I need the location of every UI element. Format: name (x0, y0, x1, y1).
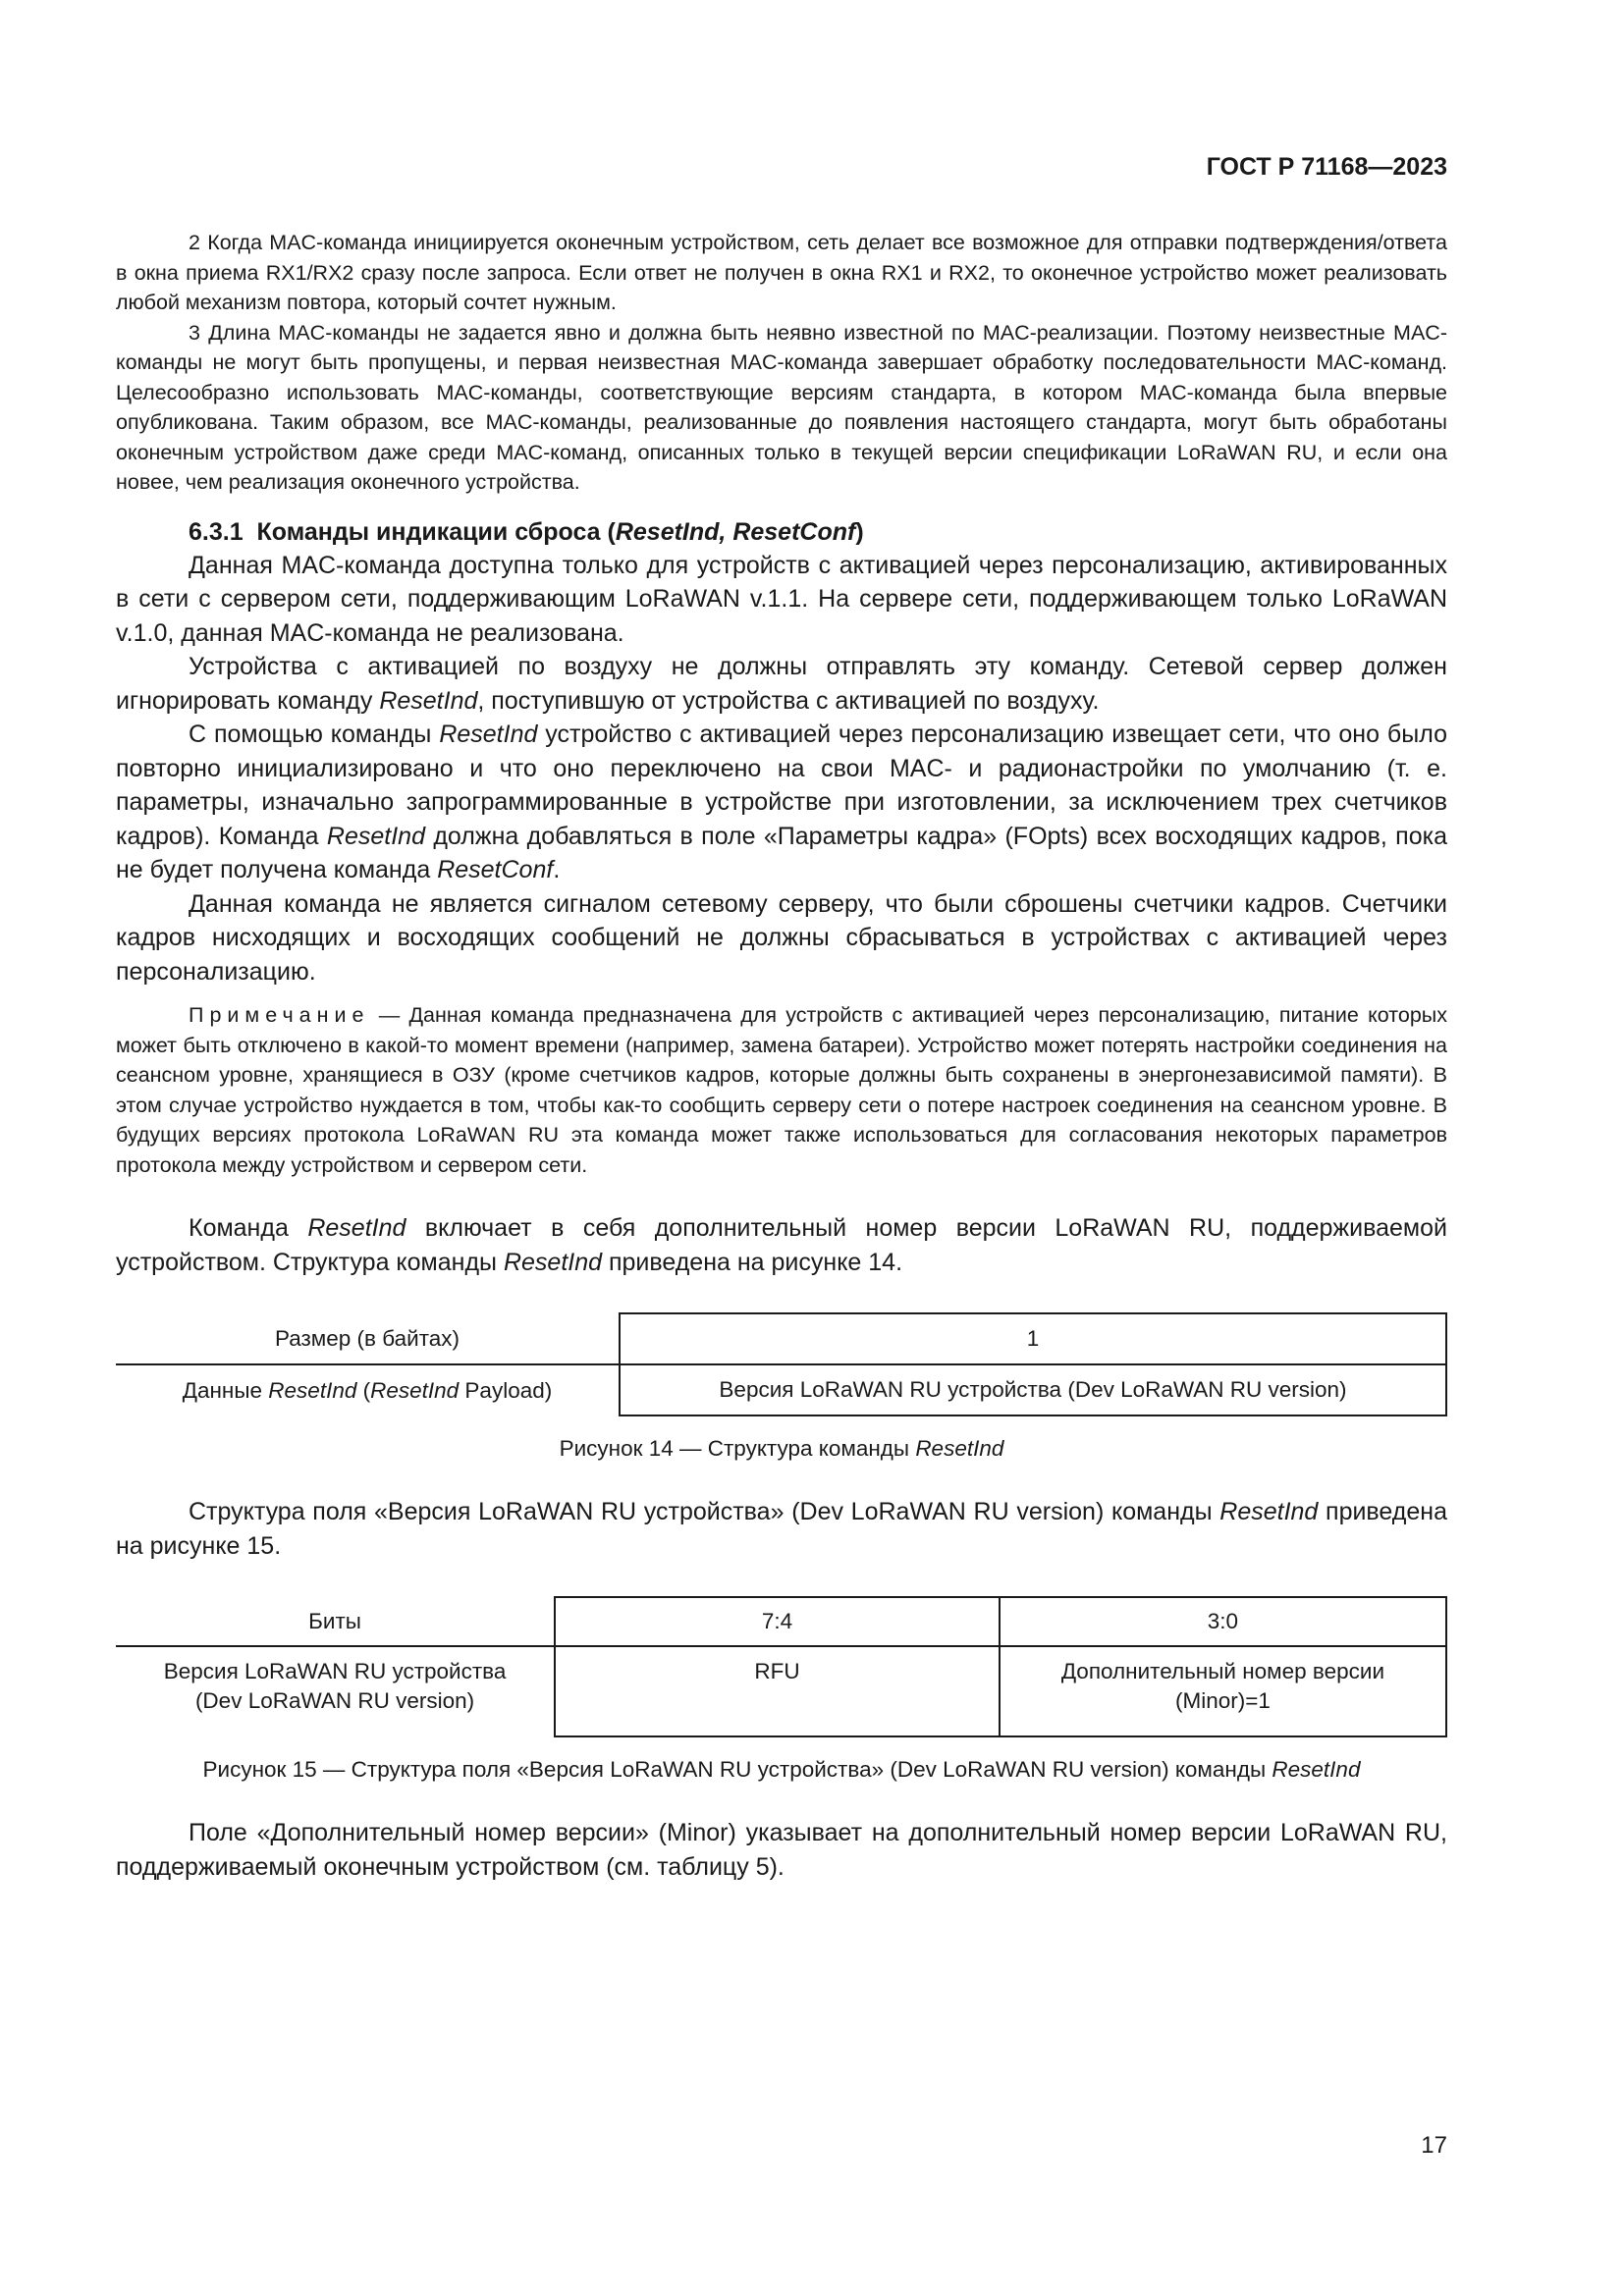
command-name: ResetInd (268, 1377, 357, 1403)
page-number: 17 (1421, 2132, 1447, 2159)
text-span: Payload) (459, 1377, 553, 1403)
size-value: 1 (620, 1313, 1446, 1364)
table-row (116, 1313, 1446, 1364)
command-name: ResetInd (503, 1248, 603, 1276)
text-span: С помощью команды (189, 721, 440, 748)
paragraph-1: Данная MAC-команда доступна только для устройств с активацией через персонализацию, активированных в сети с сервером сети, поддерживающим LoRaWAN v.1.1. На сервере сети, поддерживающем только LoRaWAN v.1.0, данная MAC-команда не реализована. (116, 551, 1447, 647)
text-span: приведена на рисунке 15. (116, 1498, 1447, 1560)
note-label: Примечание (189, 1003, 370, 1027)
section-heading (116, 515, 1447, 549)
command-name: ResetInd (1272, 1757, 1361, 1782)
text-span: Рисунок 15 — Структура поля «Версия LoRaWAN RU устройства» (Dev LoRaWAN RU version) команды (202, 1757, 1272, 1782)
command-name: ResetInd (307, 1214, 406, 1242)
data-value: Версия LoRaWAN RU устройства (Dev LoRaWAN RU version) (620, 1364, 1446, 1415)
text-span: (Minor)=1 (1174, 1688, 1271, 1713)
document-number: ГОСТ Р 71168—2023 (1206, 153, 1447, 181)
command-name: ResetInd (915, 1436, 1004, 1461)
section-title-end: ) (855, 517, 864, 546)
body-text-3 (116, 1495, 1447, 1563)
text-span: Структура поля «Версия LoRaWAN RU устройства» (Dev LoRaWAN RU version) команды (189, 1498, 1220, 1525)
section-title: Команды индикации сброса ( (256, 517, 616, 546)
notes-top (116, 228, 1447, 498)
command-name: ResetConf (437, 856, 554, 883)
text-span: Данные (182, 1377, 269, 1403)
figure-15-table (116, 1596, 1447, 1737)
command-name: ResetInd (370, 1377, 460, 1403)
command-name: ResetInd (439, 721, 538, 748)
note-text: — Данная команда предназначена для устройств с активацией через персонализацию, питание которых может быть отключено в какой-то момент времени (например, замена батареи). Устройство может потерять настройки соединения на сеансном уровне, хранящиеся в ОЗУ (кроме счетчиков кадров, которые должны быть сохранены в энергонезависимой памяти). В этом случае устройство нуждается в том, чтобы как-то сообщить серверу сети о потере настроек соединения на сеансном уровне. В будущих версиях протокола LoRaWAN RU эта команда может также использоваться для согласования некоторых параметров протокола между устройством и сервером сети. (116, 1003, 1447, 1177)
version-label (116, 1646, 555, 1736)
text-span: , поступившую от устройства с активацией по воздуху. (477, 686, 1100, 715)
bits-3-0: 3:0 (1000, 1597, 1446, 1646)
text-span: должна добавляться в поле «Параметры кадра» (FOpts) всех восходящих кадров, пока не будет получена команда (116, 822, 1447, 883)
text-span: Дополнительный номер версии (1060, 1659, 1385, 1683)
paragraph-5 (116, 1211, 1447, 1279)
bits-7-4: 7:4 (555, 1597, 1000, 1646)
minor-cell (1000, 1646, 1446, 1736)
note-item-2: 2 Когда MAC-команда инициируется оконечным устройством, сеть делает все возможное для отправки подтверждения/ответа в окна приема RX1/RX2 сразу после запроса. Если ответ не получен в окна RX1 и RX2, то оконечное устройство может реализовать любой механизм повтора, который сочтет нужным. (116, 231, 1447, 314)
body-text-4 (116, 1816, 1447, 1884)
rfu-cell: RFU (555, 1646, 1000, 1736)
text-span: Версия LoRaWAN RU устройства (163, 1659, 507, 1683)
command-name: ResetInd (326, 822, 425, 850)
table-row (116, 1597, 1446, 1646)
text-span: Устройства с активацией по воздуху не должны отправлять эту команду. Сетевой сервер должен игнорировать команду (116, 653, 1447, 715)
paragraph-3 (116, 718, 1447, 887)
table-row (116, 1364, 1446, 1415)
text-span: Рисунок 14 — Структура команды (559, 1436, 916, 1461)
body-text (116, 549, 1447, 989)
figure-14-caption (116, 1434, 1447, 1464)
note-block (116, 1000, 1447, 1180)
text-span: устройство с активацией через персонализацию извещает сети, что оно было повторно инициализировано и что оно переключено на свои MAC- и радионастройки по умолчанию (т. е. параметры, изначально запрограммированные в устройстве при изготовлении, за исключением трех счетчиков кадров). Команда (116, 721, 1447, 850)
paragraph-6 (116, 1495, 1447, 1563)
text-span: приведена на рисунке 14. (602, 1248, 903, 1276)
figure-15-caption (116, 1755, 1447, 1785)
bits-label: Биты (116, 1597, 555, 1646)
text-span: ( (356, 1377, 371, 1403)
body-text-2 (116, 1211, 1447, 1279)
data-label (116, 1364, 620, 1415)
section-title-commands: ResetInd, ResetConf (615, 517, 856, 546)
note-paragraph (116, 1000, 1447, 1180)
paragraph-7: Поле «Дополнительный номер версии» (Minor) указывает на дополнительный номер версии LoRaWAN RU, поддерживаемый оконечным устройством (см. таблицу 5). (116, 1819, 1447, 1881)
text-span: (Dev LoRaWAN RU version) (194, 1688, 475, 1713)
figure-14-table (116, 1312, 1447, 1416)
command-name: ResetInd (379, 686, 478, 715)
paragraph-4: Данная команда не является сигналом сетевому серверу, что были сброшены счетчики кадров. Счетчики кадров нисходящих и восходящих сообщений не должны сбрасываться в устройствах с активацией через персонализацию. (116, 889, 1447, 986)
text-span: . (553, 856, 561, 883)
table-row (116, 1646, 1446, 1736)
page-content (116, 228, 1447, 1884)
note-item-3: 3 Длина MAC-команды не задается явно и должна быть неявно известной по MAC-реализации. Поэтому неизвестные MAC-команды не могут быть пропущены, и первая неизвестная MAC-команда завершает обработку последовательности MAC-команд. Целесообразно использовать MAC-команды, соответствующие версиям стандарта, в котором MAC-команда была впервые опубликована. Таким образом, все MAC-команды, реализованные до появления настоящего стандарта, могут быть обработаны оконечным устройством даже среди MAC-команд, описанных только в текущей версии спецификации LoRaWAN RU, и если она новее, чем реализация оконечного устройства. (116, 320, 1447, 494)
text-span: включает в себя дополнительный номер версии LoRaWAN RU, поддерживаемой устройством. Структура команды (116, 1214, 1447, 1276)
text-span: Команда (189, 1214, 308, 1242)
paragraph-2 (116, 650, 1447, 718)
size-label: Размер (в байтах) (116, 1313, 620, 1364)
command-name: ResetInd (1219, 1498, 1319, 1525)
section-number: 6.3.1 (189, 517, 244, 546)
